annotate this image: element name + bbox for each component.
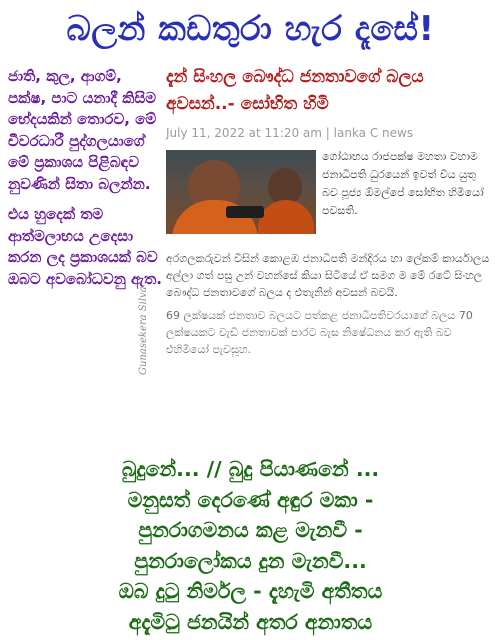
poem-line: පුනරාලෝකය දුන මැනවී...: [134, 548, 367, 573]
article-paragraph-2: 69 ලක්ෂයක් ජනතාව බලයට පත්කළ ජනාධිපතිවරයාගේ බලය 70 ලක්ෂයකට වැඩි ජනතාවක් පාරට බැස නිෂේධනය කර ඇති බව එහිමියෝ පැවසූහ.: [166, 309, 473, 356]
poem-line: බුදුනේ... // බුදු පියාණනේ ...: [121, 457, 380, 481]
commentary-paragraph-2: එය හුදෙක් තම ආත්මලාභය උදෙසා කරන ලද ප්‍රකාශයක් බව ඔබට අවබෝධවනු ඇත.: [8, 205, 162, 288]
page-title: බලන් කඩතුරා හැර දෑසේ!: [66, 9, 435, 49]
article-intro-text: ගෝඨාභය රාජපක්ෂ මහතා වහාම ජනාධිපති ධුරයෙන් ඉවත් විය යුතු බව පූජ්‍ය ඕමල්පේ සෝභිත හිමියෝ පවසති.: [322, 150, 484, 217]
poem-line: අදැමිටු ජනයින් අතර අනාතය: [128, 609, 373, 634]
article-meta: July 11, 2022 at 11:20 am | lanka C news: [166, 126, 414, 140]
poem-line: මනුසත් දෙරණේ අඳුර මකා -: [127, 487, 374, 512]
article-photo: [166, 150, 316, 234]
article-headline: දැන් සිංහල බෞද්ධ ජනතාවගේ බලය අවසන්..- සෝභිත හිමි: [166, 67, 424, 114]
poem: [0, 454, 501, 637]
poem-line: පුනරාගමනය කළ මැනවී -: [138, 518, 363, 542]
article-paragraph-1: අරගලකරුවන් විසින් කොළඹ ජනාධිපති මන්දිරය හා ලේකම් කාර්යාලය අල්ලා ගත් පසු උන් වහන්සේ කියා සිටියේ ඒ සමග ම මේ රටේ සිංහල බෞද්ධ ජනතාවගේ බලය ද එතැනින් අවසන් බවයි.: [166, 252, 490, 299]
author-signature: Gunasekera Silva: [138, 286, 149, 375]
left-commentary: [8, 66, 164, 299]
article-intro: [166, 146, 492, 244]
news-article: [166, 62, 492, 358]
microphone-icon: [226, 206, 264, 218]
commentary-paragraph-1: ජාති, කුල, ආගම්, පක්ෂ, පාට යනාදී කිසිම භේදයකින් තොරව, මේ චීවරධාරී පුද්ගලයාගේ මේ ප්‍රකාශය පිළිබඳව නුවණින් සිතා බලන්න.: [8, 67, 157, 193]
poem-line: ඔබ දුටු නිර්මල - දැහැමි අතීතය: [118, 579, 383, 603]
photo-robe: [258, 200, 314, 234]
